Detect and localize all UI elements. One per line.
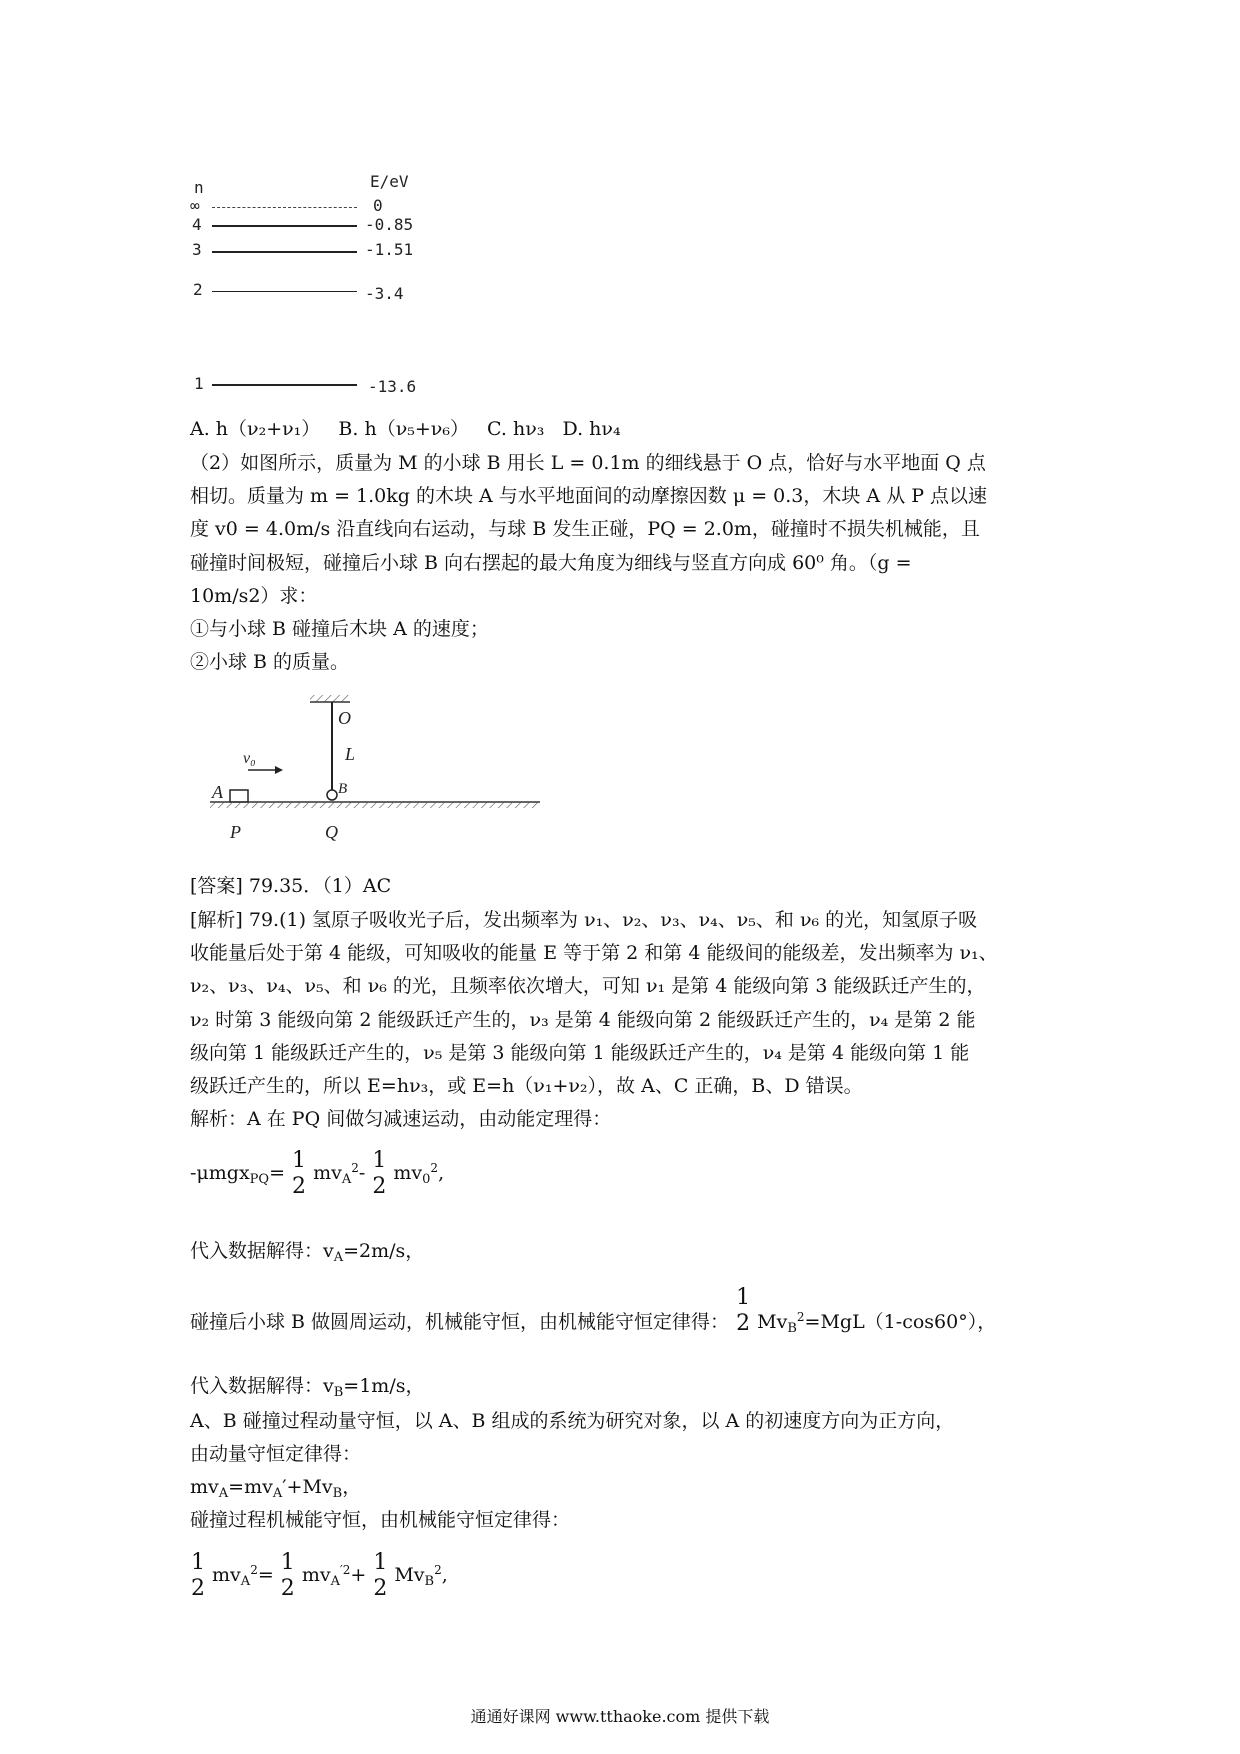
problem-line-4: 碰撞时间极短，碰撞后小球 B 向右摆起的最大角度为细线与竖直方向成 60⁰ 角。（g = [190, 552, 912, 574]
level-3-n: 3 [192, 240, 202, 259]
level-4-n: 4 [192, 215, 202, 234]
momentum-line-3: 碰撞过程机械能守恒，由机械能守恒定律得： [190, 1509, 571, 1531]
ceiling-hatch [310, 695, 350, 702]
analysis-line-7: 解析：A 在 PQ 间做匀减速运动，由动能定理得： [190, 1108, 612, 1130]
collision-figure [200, 690, 550, 855]
label-o: O [338, 708, 351, 728]
level-1-n: 1 [194, 374, 204, 393]
ball-b [327, 790, 337, 800]
label-b: B [338, 781, 348, 797]
fraction-half: 1 2 [292, 1148, 307, 1199]
level-1-line [212, 384, 357, 386]
analysis-line-5: 级向第 1 能级跃迁产生的，ν₅ 是第 3 能级向第 1 能级跃迁产生的，ν₄ 是第 4 能级向第 1 能 [190, 1042, 970, 1064]
n-header: n [194, 178, 204, 197]
label-p: P [230, 822, 241, 842]
question-2: ②小球 B 的质量。 [190, 651, 350, 673]
ground-hatch [210, 802, 540, 808]
analysis-line-6: 级跃迁产生的，所以 E=hν₃，或 E=h（ν₁+ν₂），故 A、C 正确，B、D 错误。 [190, 1075, 863, 1097]
momentum-line-2: 由动量守恒定律得： [190, 1443, 362, 1465]
block-a [230, 790, 248, 802]
label-q: Q [325, 822, 338, 842]
level-4-line [212, 225, 357, 227]
problem-line-5: 10m/s2）求： [190, 585, 318, 607]
fraction-half: 1 2 [373, 1550, 388, 1601]
analysis-line-1: [解析] 79.(1) 氢原子吸收光子后，发出频率为 ν₁、ν₂、ν₃、ν₄、ν₅、和 ν₆ 的光，知氢原子吸 [190, 909, 978, 931]
label-v0: v₀ [243, 750, 256, 767]
equation-collision-energy: 1 2 $mv_A^2=$ 1 2 $mv_A^{'2}+$ 1 2 $Mv_B^2$, [191, 1550, 448, 1601]
label-a: A [212, 782, 223, 802]
fraction-half: 1 2 [280, 1550, 295, 1601]
analysis-line-2: 收能量后处于第 4 能级，可知吸收的能量 E 等于第 2 和第 4 能级间的能级差，发出频率为 ν₁、 [190, 942, 998, 964]
result-va: 代入数据解得：$v_A=2m/s$， [190, 1240, 425, 1265]
level-4-e: -0.85 [365, 215, 414, 234]
analysis-line-3: ν₂、ν₃、ν₄、ν₅、和 ν₆ 的光，且频率依次增大，可知 ν₁ 是第 4 能级向第 3 能级跃迁产生的， [190, 975, 986, 997]
analysis-line-4: ν₂ 时第 3 能级向第 2 能级跃迁产生的，ν₃ 是第 4 能级向第 2 能级跃迁产生的，ν₄ 是第 2 能 [190, 1009, 976, 1031]
equation-kinetic-energy: -μmgx$_{PQ}$= 1 2 $mv_A^2-$ 1 2 $mv_0^2$, [190, 1148, 445, 1199]
label-l: L [345, 744, 356, 764]
fraction-half: 1 2 [191, 1550, 205, 1601]
level-inf-n: ∞ [190, 196, 200, 215]
question-1: ①与小球 B 碰撞后木块 A 的速度； [190, 618, 489, 640]
answer-choices: A. h（ν₂+ν₁） B. h（ν₅+ν₆） C. hν₃ D. hν₄ [190, 418, 621, 440]
level-inf-line [212, 207, 357, 208]
problem-line-1: （2）如图所示，质量为 M 的小球 B 用长 L = 0.1m 的细线悬于 O 点，恰好与水平地面 Q 点 [190, 452, 986, 474]
fraction-half: 1 2 [372, 1148, 387, 1199]
result-vb: 代入数据解得：$v_B=1m/s$， [190, 1375, 425, 1400]
page-footer: 通通好课网 www.tthaoke.com 提供下载 [470, 1707, 770, 1726]
level-1-e: -13.6 [368, 377, 417, 396]
level-3-line [212, 251, 357, 253]
fraction-half: 1 2 [736, 1285, 751, 1336]
momentum-line-1: A、B 碰撞过程动量守恒，以 A、B 组成的系统为研究对象，以 A 的初速度方向为正方向， [190, 1410, 955, 1432]
level-2-n: 2 [193, 280, 203, 299]
level-3-e: -1.51 [365, 240, 414, 259]
problem-line-3: 度 v0 = 4.0m/s 沿直线向右运动，与球 B 发生正碰，PQ = 2.0m，碰撞时不损失机械能，且 [190, 518, 980, 540]
answer-line: [答案] 79.35．（1）AC [190, 875, 392, 897]
equation-energy-conservation-b: 碰撞后小球 B 做圆周运动，机械能守恒，由机械能守恒定律得： 1 2 $Mv_B^2=MgL(1-\cos 60^\circ)$， [190, 1285, 997, 1336]
problem-line-2: 相切。质量为 m = 1.0kg 的木块 A 与水平地面间的动摩擦因数 μ = 0.3，木块 A 从 P 点以速 [190, 485, 988, 507]
momentum-equation: $mv_A=mv_A'+Mv_B$， [190, 1476, 362, 1501]
level-2-line [212, 291, 357, 292]
level-inf-e: 0 [373, 196, 383, 215]
e-header: E/eV [370, 172, 409, 191]
arrow-head [275, 766, 283, 774]
level-2-e: -3.4 [365, 284, 404, 303]
